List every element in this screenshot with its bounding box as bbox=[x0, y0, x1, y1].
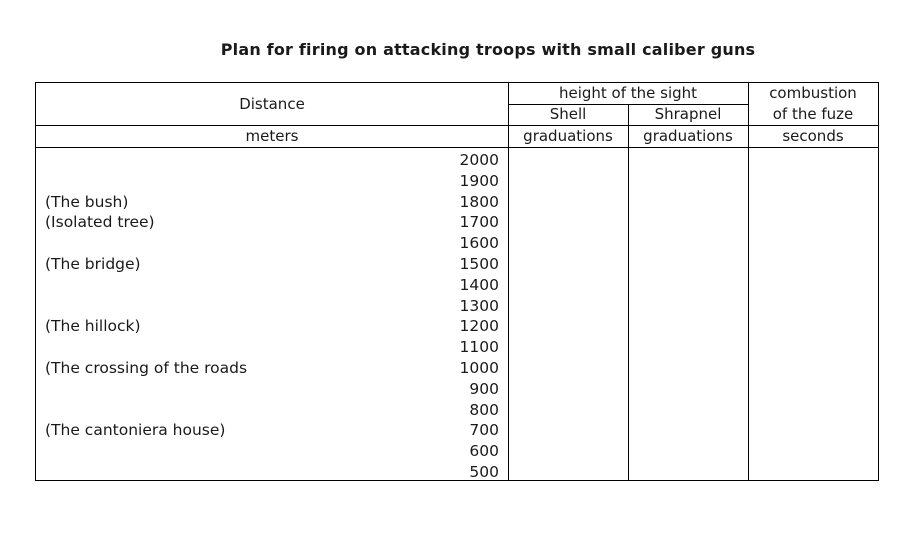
firing-plan-table bbox=[35, 82, 879, 481]
table-row bbox=[36, 296, 508, 317]
table-row bbox=[36, 379, 508, 400]
place-label: (The crossing of the roads bbox=[45, 358, 248, 377]
header-graduations-shell: graduations bbox=[523, 127, 613, 145]
distance-value: 900 bbox=[469, 379, 499, 398]
place-label: (The bush) bbox=[45, 192, 129, 211]
header-shell: Shell bbox=[549, 105, 587, 123]
table-row bbox=[36, 400, 508, 421]
distance-value: 1000 bbox=[459, 358, 499, 377]
distance-value: 600 bbox=[469, 442, 499, 461]
header-seconds: seconds bbox=[782, 127, 844, 145]
header-of-the-fuze: of the fuze bbox=[772, 105, 854, 123]
table-row bbox=[36, 254, 508, 275]
table-row bbox=[36, 462, 508, 483]
header-combustion: combustion bbox=[769, 84, 857, 102]
distance-value: 500 bbox=[469, 462, 499, 481]
table-row bbox=[36, 337, 508, 358]
header-graduations-shrapnel: graduations bbox=[643, 127, 733, 145]
header-distance: Distance bbox=[239, 95, 305, 113]
distance-value: 800 bbox=[469, 400, 499, 419]
table-row bbox=[36, 171, 508, 192]
column-divider-shell bbox=[628, 105, 629, 480]
place-label: (The hillock) bbox=[45, 317, 141, 336]
table-row bbox=[36, 212, 508, 233]
distance-value: 1900 bbox=[459, 171, 499, 190]
table-row bbox=[36, 316, 508, 337]
header-meters: meters bbox=[245, 127, 299, 145]
distance-value: 1500 bbox=[459, 254, 499, 273]
distance-value: 1100 bbox=[459, 338, 499, 357]
distance-value: 1400 bbox=[459, 275, 499, 294]
table-row bbox=[36, 150, 508, 171]
table-row bbox=[36, 275, 508, 296]
place-label: (Isolated tree) bbox=[45, 213, 155, 232]
header-shrapnel: Shrapnel bbox=[654, 105, 722, 123]
distance-value: 1300 bbox=[459, 296, 499, 315]
distance-value: 700 bbox=[469, 421, 499, 440]
distance-value: 1800 bbox=[459, 192, 499, 211]
distance-value: 2000 bbox=[459, 151, 499, 169]
row-divider-header-bottom bbox=[36, 147, 878, 148]
distance-rows bbox=[36, 150, 508, 483]
table-row bbox=[36, 358, 508, 379]
table-row bbox=[36, 233, 508, 254]
page-title: Plan for firing on attacking troops with small caliber guns bbox=[220, 40, 756, 59]
distance-value: 1200 bbox=[459, 317, 499, 336]
distance-value: 1700 bbox=[459, 213, 499, 232]
table-row bbox=[36, 192, 508, 213]
table-row bbox=[36, 441, 508, 462]
distance-value: 1600 bbox=[459, 234, 499, 253]
place-label: (The bridge) bbox=[45, 254, 141, 273]
header-height-of-sight: height of the sight bbox=[558, 84, 698, 102]
place-label: (The cantoniera house) bbox=[45, 421, 226, 440]
table-row bbox=[36, 420, 508, 441]
